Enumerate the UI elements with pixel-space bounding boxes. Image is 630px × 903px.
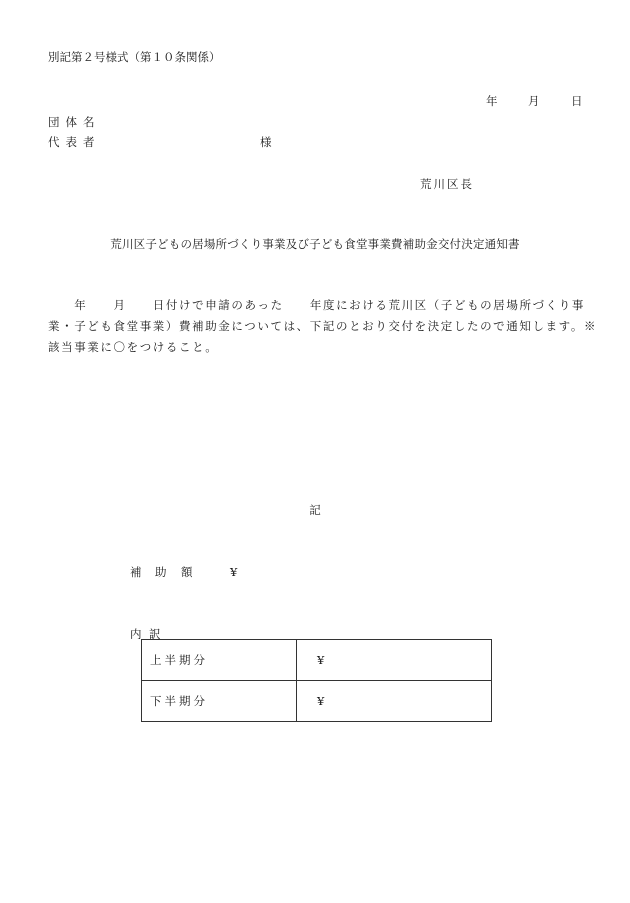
row-label: 下半期分 [142, 681, 297, 722]
subsidy-amount [130, 564, 237, 580]
breakdown-label-char: 内 [130, 627, 142, 641]
subsidy-label-char: 助 [155, 565, 167, 579]
representative-label: 代表者 [48, 135, 101, 149]
honorific: 様 [260, 135, 272, 149]
date-day-label: 日 [571, 94, 583, 108]
row-amount: ¥ [297, 681, 492, 722]
breakdown-label-char: 訳 [149, 627, 161, 641]
table-row [142, 681, 492, 722]
form-number: 別記第２号様式（第１０条関係） [48, 50, 221, 64]
date-year-label: 年 [486, 94, 498, 108]
row-label: 上半期分 [142, 640, 297, 681]
subsidy-label-char: 補 [130, 565, 142, 579]
date-month-label: 月 [528, 94, 540, 108]
row-amount: ¥ [297, 640, 492, 681]
yen-sign: ¥ [230, 565, 238, 579]
issuer: 荒川区長 [420, 177, 474, 191]
record-heading: 記 [309, 503, 321, 517]
breakdown-table [141, 639, 492, 722]
document-title: 荒川区子どもの居場所づくり事業及び子ども食堂事業費補助金交付決定通知書 [110, 237, 520, 251]
subsidy-label-char: 額 [181, 565, 193, 579]
body-paragraph: 年 月 日付けで申請のあった 年度における荒川区（子どもの居場所づくり事業・子ども食堂事業）費補助金については、下記のとおり交付を決定したので通知します。※該当事業に〇をつけること。 [48, 298, 598, 354]
organization-label: 団体名 [48, 115, 101, 129]
table-row [142, 640, 492, 681]
